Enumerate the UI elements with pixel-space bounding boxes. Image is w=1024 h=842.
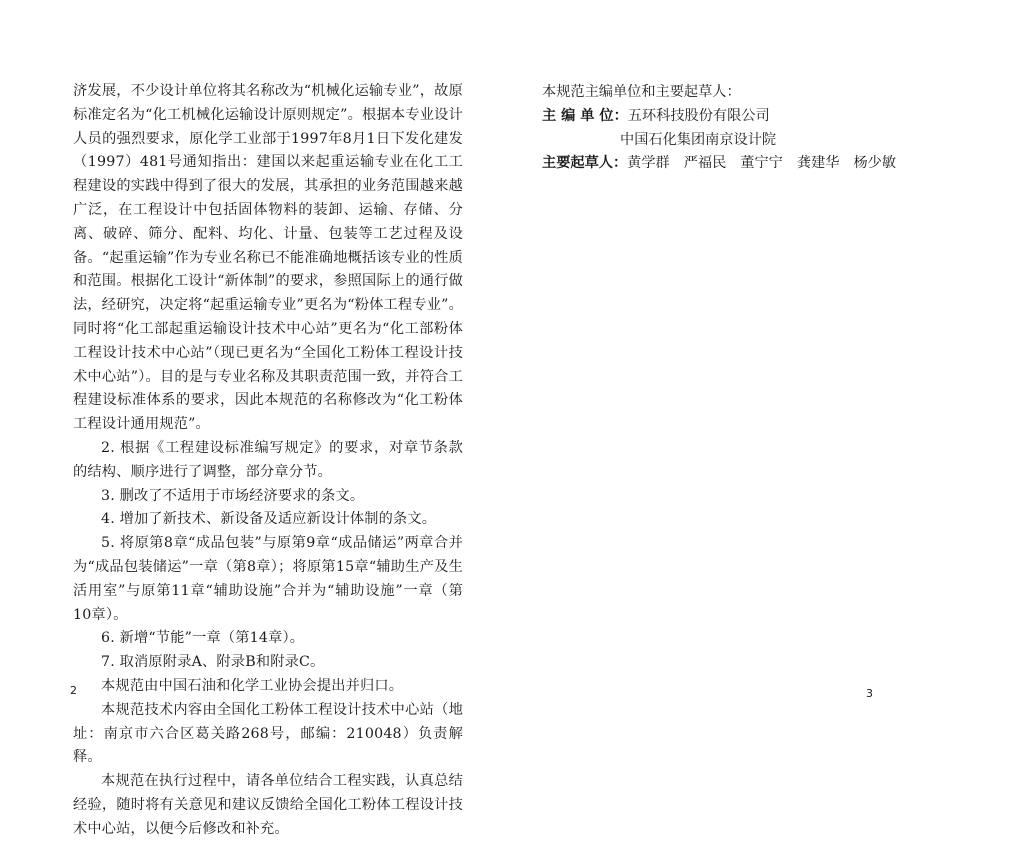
drafters-row [542,152,922,176]
chief-unit-name: 五环科技股份有限公司 [627,107,770,124]
chief-unit-label: 主 编 单 位： [542,107,628,124]
page-number: 2 [70,684,77,697]
paragraph: 2. 根据《工程建设标准编写规定》的要求，对章节条款的结构、顺序进行了调整，部分章分节。 [73,439,463,480]
paragraph: 6. 新增“节能”一章（第14章）。 [101,630,305,647]
right-page [512,0,1024,791]
credits-heading: 本规范主编单位和主要起草人： [542,84,741,100]
paragraph: 本规范在执行过程中，请各单位结合工程实践，认真总结经验，随时将有关意见和建议反馈给全国化工粉体工程设计技术中心站，以便今后修改和补充。 [73,773,463,837]
drafters-label: 主要起草人： [542,155,628,172]
credits-block [542,81,922,176]
drafter-name: 黄学群 [627,155,670,172]
drafter-name: 严福民 [683,155,727,172]
paragraph: 济发展，不少设计单位将其名称改为“机械化运输专业”，故原标准定名为“化工机械化运输设计原则规定”。根据本专业设计人员的强烈要求，原化学工业部于1997年8月1日下发化建发（1997）481号通知指出：建国以来起重运输专业在化工工程建设的实践中得到了很大的发展，其承担的业务范围越来越广泛，在工程设计中包括固体物料的装卸、运输、存储、分离、破碎、筛分、配料、均化、计量、包装等工艺过程及设备。“起重运输”作为专业名称已不能准确地概括该专业的性质和范围。根据化工设计“新体制”的要求，参照国际上的通行做法，经研究，决定将“起重运输专业”更名为“粉体工程专业”。同时将“化工部起重运输设计技术中心站”更名为“化工部粉体工程设计技术中心站”（现已更名为“全国化工粉体工程设计技术中心站”）。目的是与专业名称及其职责范围一致，并符合工程建设标准体系的要求，因此本规范的名称修改为“化工粉体工程设计通用规范”。 [73,83,463,433]
chief-unit-row [542,105,922,129]
paragraph: 本规范由中国石油和化学工业协会提出并归口。 [101,677,404,694]
paragraph: 5. 将原第8章“成品包装”与原第9章“成品储运”两章合并为“成品包装储运”一章（第8章）；将原第15章“辅助生产及生活用室”与原第11章“辅助设施”合并为“辅助设施”一章（第10章）。 [73,535,463,623]
paragraph: 3. 删改了不适用于市场经济要求的条文。 [101,487,365,504]
paragraph: 本规范技术内容由全国化工粉体工程设计技术中心站（地址：南京市六合区葛关路268号，邮编：210048）负责解释。 [73,701,463,766]
chief-unit-name-2: 中国石化集团南京设计院 [620,131,777,148]
page-number: 3 [866,687,873,700]
left-page-body [73,80,463,842]
drafter-name: 龚建华 [796,155,840,172]
drafter-name: 董宁宁 [740,155,783,172]
paragraph: 4. 增加了新技术、新设备及适应新设计体制的条文。 [101,511,437,528]
left-page [0,0,512,837]
drafter-name: 杨少敏 [853,155,897,172]
paragraph: 7. 取消原附录A、附录B和附录C。 [101,654,325,671]
